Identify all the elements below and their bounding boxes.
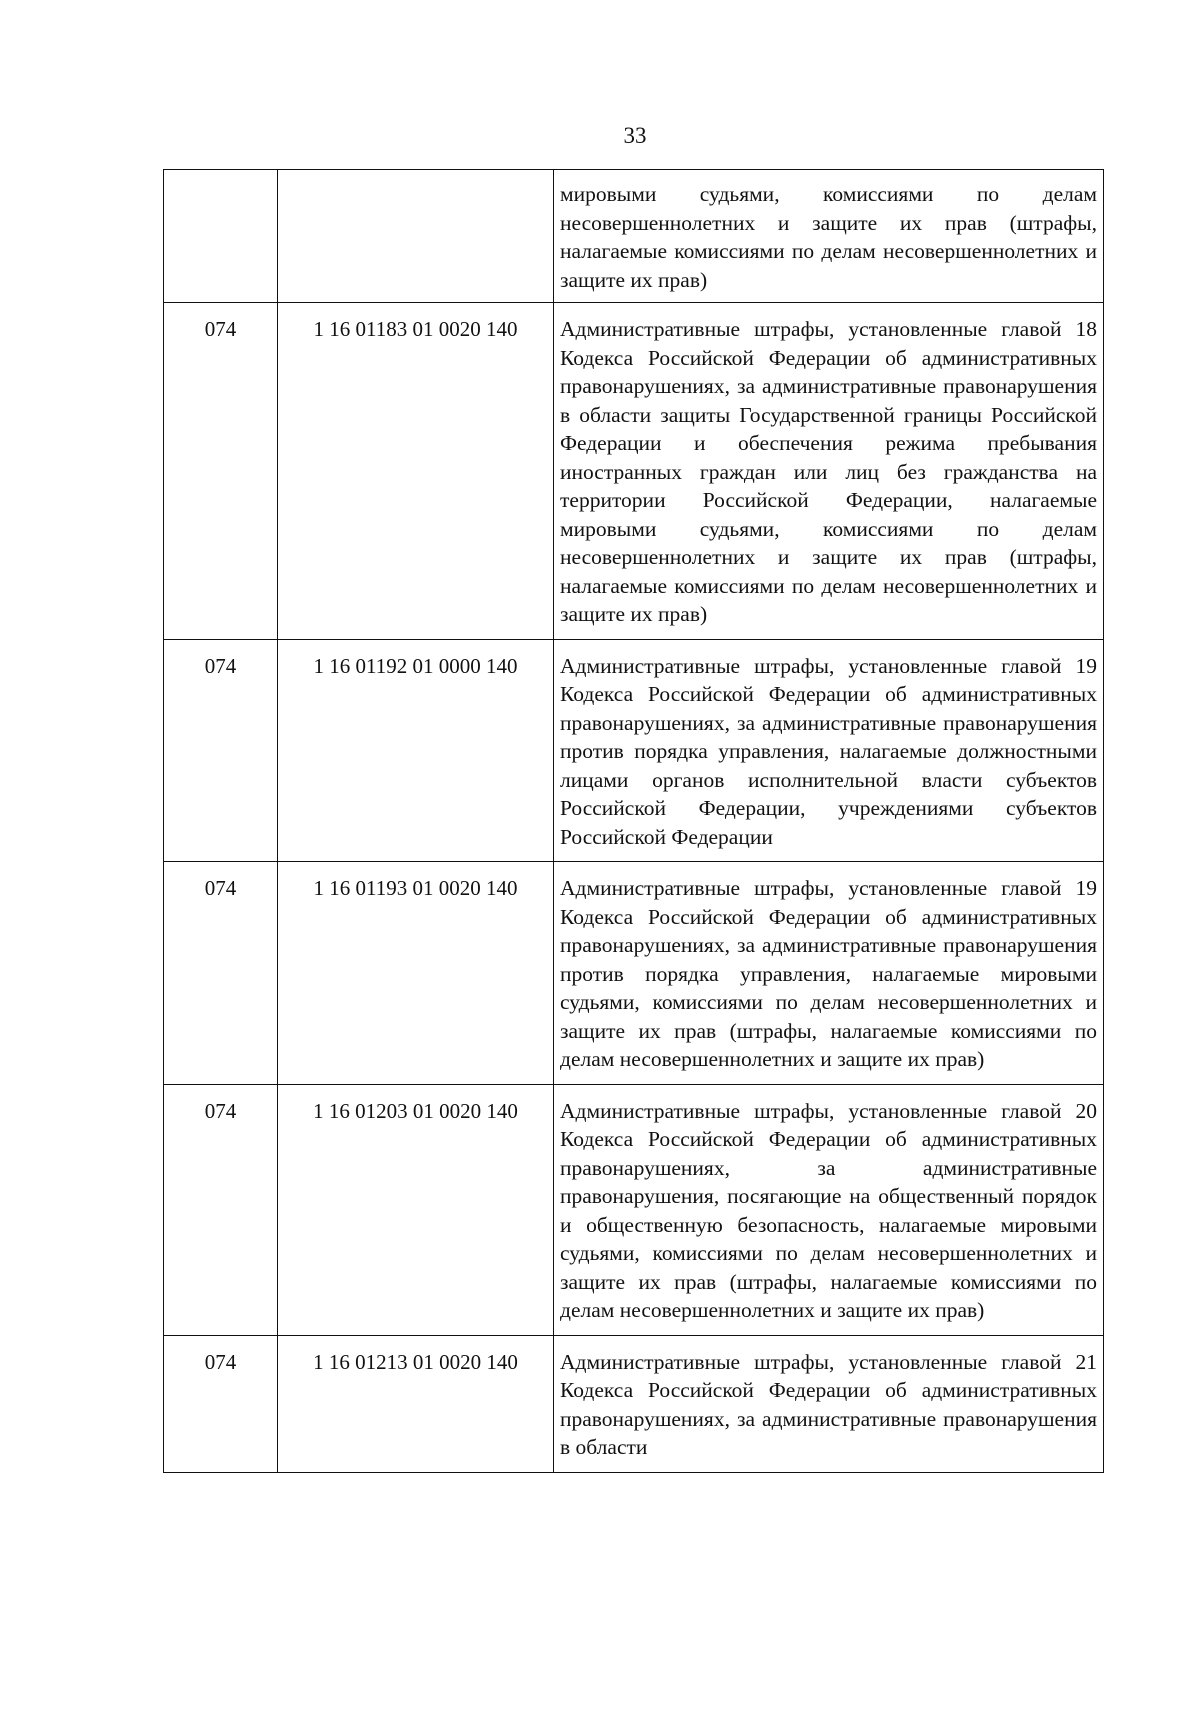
admin-code-cell: 074 <box>164 862 278 1085</box>
table-row <box>164 1335 1104 1472</box>
description-cell: Административные штрафы, установленные главой 18 Кодекса Российской Федерации об административных правонарушениях, за административные правонарушения в области защиты Государственной границы Российской Федерации и обеспечения режима пребывания иностранных граждан или лиц без гражданства на территории Российской Федерации, налагаемые мировыми судьями, комиссиями по делам несовершеннолетних и защите их прав (штрафы, налагаемые комиссиями по делам несовершеннолетних и защите их прав) <box>554 303 1104 640</box>
budget-code-cell: 1 16 01203 01 0020 140 <box>278 1084 554 1335</box>
budget-code-cell: 1 16 01183 01 0020 140 <box>278 303 554 640</box>
budget-code-cell: 1 16 01193 01 0020 140 <box>278 862 554 1085</box>
budget-code-cell: 1 16 01213 01 0020 140 <box>278 1335 554 1472</box>
admin-code-cell: 074 <box>164 303 278 640</box>
description-cell: Административные штрафы, установленные главой 21 Кодекса Российской Федерации об административных правонарушениях, за административные правонарушения в области <box>554 1335 1104 1472</box>
table-row <box>164 303 1104 640</box>
table-row <box>164 862 1104 1085</box>
admin-code-cell: 074 <box>164 1335 278 1472</box>
description-cell: мировыми судьями, комиссиями по делам несовершеннолетних и защите их прав (штрафы, налагаемые комиссиями по делам несовершеннолетних и защите их прав) <box>554 170 1104 303</box>
admin-code-cell <box>164 170 278 303</box>
table-row <box>164 639 1104 862</box>
table-row <box>164 1084 1104 1335</box>
budget-codes-table <box>163 169 1104 1473</box>
description-cell: Административные штрафы, установленные главой 19 Кодекса Российской Федерации об административных правонарушениях, за административные правонарушения против порядка управления, налагаемые мировыми судьями, комиссиями по делам несовершеннолетних и защите их прав (штрафы, налагаемые комиссиями по делам несовершеннолетних и защите их прав) <box>554 862 1104 1085</box>
budget-code-cell: 1 16 01192 01 0000 140 <box>278 639 554 862</box>
budget-code-cell <box>278 170 554 303</box>
admin-code-cell: 074 <box>164 639 278 862</box>
description-cell: Административные штрафы, установленные главой 20 Кодекса Российской Федерации об административных правонарушениях, за административные правонарушения, посягающие на общественный порядок и общественную безопасность, налагаемые мировыми судьями, комиссиями по делам несовершеннолетних и защите их прав (штрафы, налагаемые комиссиями по делам несовершеннолетних и защите их прав) <box>554 1084 1104 1335</box>
table-row <box>164 170 1104 303</box>
description-cell: Административные штрафы, установленные главой 19 Кодекса Российской Федерации об административных правонарушениях, за административные правонарушения против порядка управления, налагаемые должностными лицами органов исполнительной власти субъектов Российской Федерации, учреждениями субъектов Российской Федерации <box>554 639 1104 862</box>
page-number: 33 <box>623 123 647 148</box>
admin-code-cell: 074 <box>164 1084 278 1335</box>
